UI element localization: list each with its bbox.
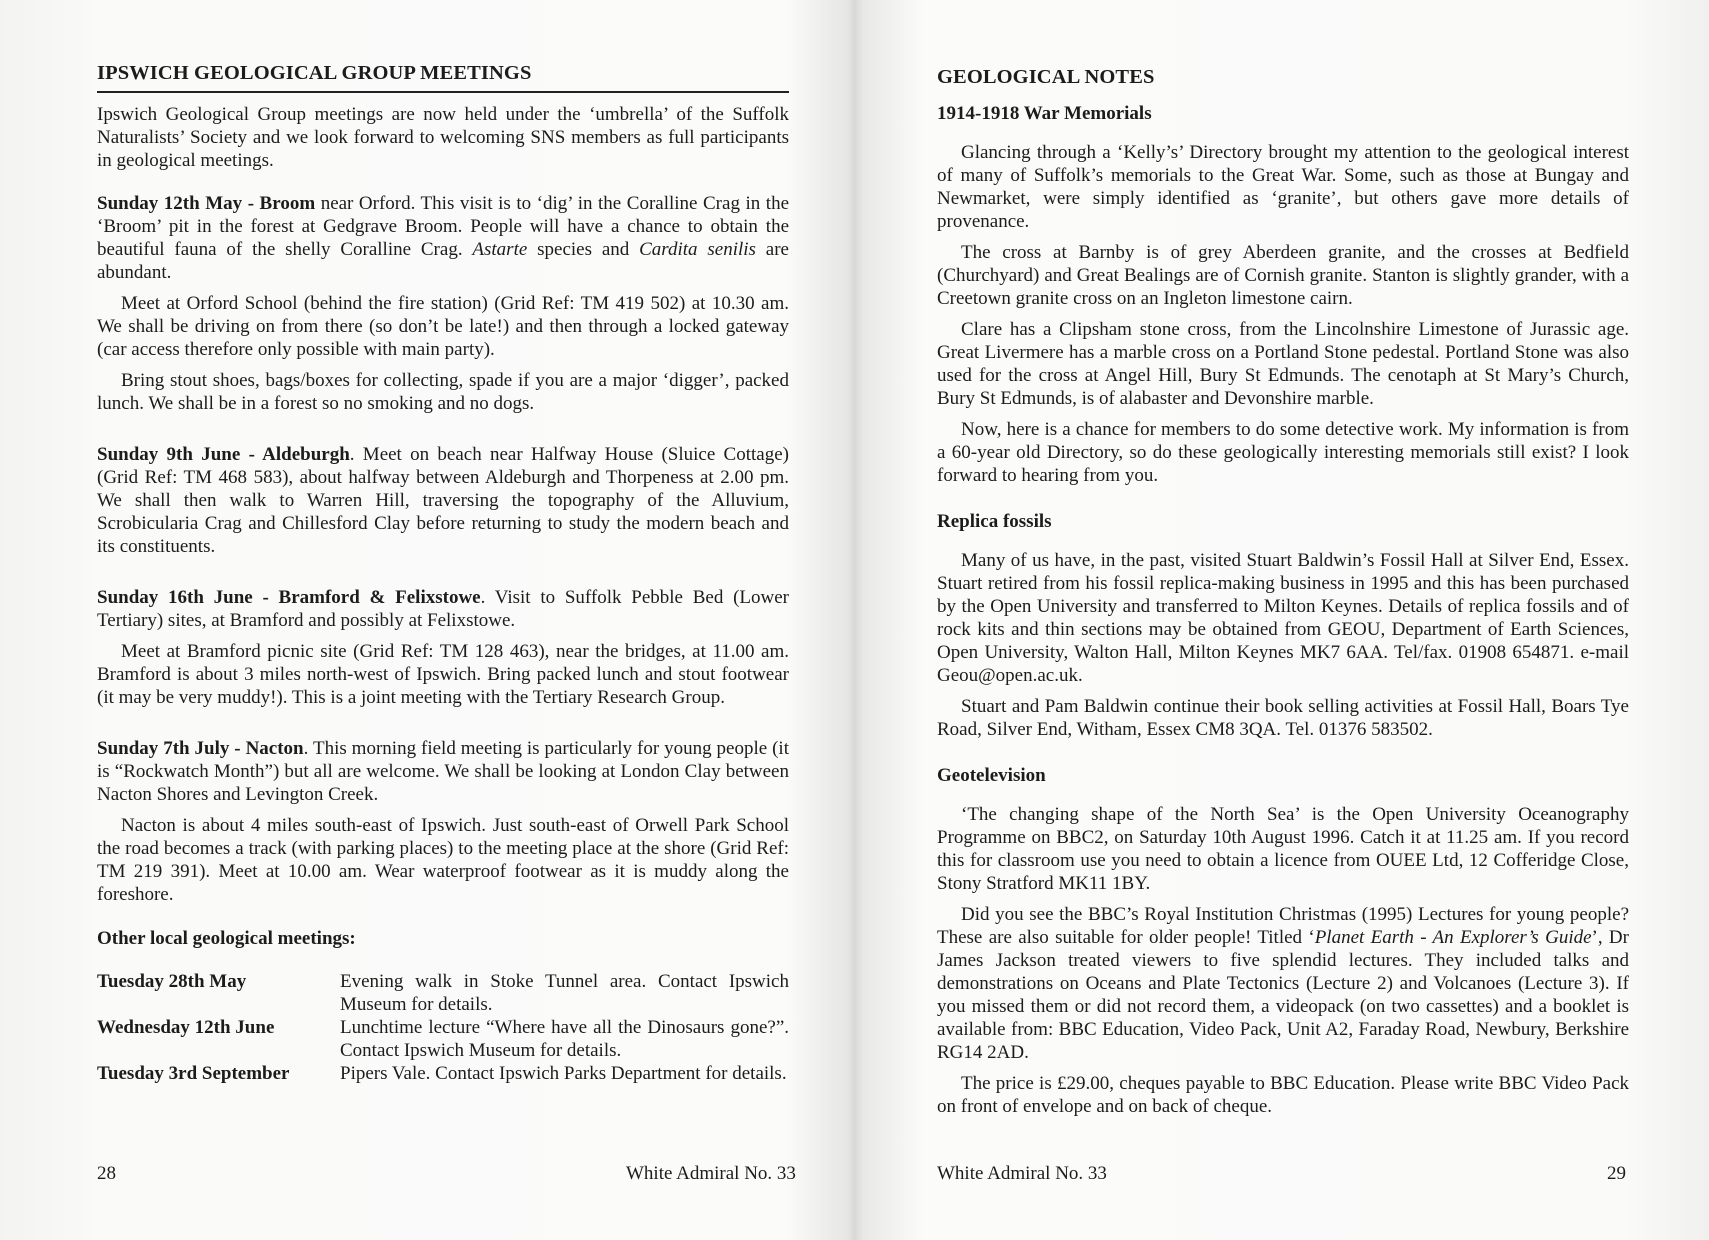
event-text: . This morning field meeting is particularly for young people (it is “Rockwatch Month”) but all are welcome. We shall be looking at London Clay between Nacton Shores and Levington Creek. — [97, 738, 789, 805]
event-text: species and — [527, 239, 640, 260]
event-paragraph: Nacton is about 4 miles south-east of Ipswich. Just south-east of Orwell Park School the road becomes a track (with parking places) to the meeting place at the shore (Grid Ref: TM 219 391). Meet at 10.00 am. Wear waterproof footwear as it is muddy along the foreshore. — [97, 815, 789, 905]
section-paragraph: Glancing through a ‘Kelly’s’ Directory brought my attention to the geological interest of many of Suffolk’s memorials to the Great War. Some, such as those at Bungay and Newmarket, were simply identified as ‘granite’, but others gave more details of provenance. — [937, 142, 1629, 232]
event-paragraph: Meet at Orford School (behind the fire station) (Grid Ref: TM 419 502) at 10.30 am. We shall be driving on from there (so don’t be late!) and then through a locked gateway (car access therefore only possible with main party). — [97, 293, 789, 360]
left-page — [0, 0, 854, 1240]
event-title: Sunday 12th May - Broom — [97, 193, 316, 214]
paragraph-text: Did you see the BBC’s Royal Institution Christmas (1995) Lectures for young people? These are also suitable for older people! Titled ‘ — [937, 904, 1629, 948]
right-page — [855, 0, 1709, 1240]
meetings-schedule — [97, 970, 789, 1085]
section-paragraph: Many of us have, in the past, visited Stuart Baldwin’s Fossil Hall at Silver End, Essex. Stuart retired from his fossil replica-making business in 1995 and this has been purchased by the Open University and transferred to Milton Keynes. Details of replica fossils and of rock kits and thin sections may be obtained from GEOU, Department of Earth Sciences, Open University, Walton Hall, Milton Keynes MK7 6AA. Tel/fax. 01908 654871. e-mail Geou@open.ac.uk. — [937, 550, 1629, 686]
schedule-text: Evening walk in Stoke Tunnel area. Contact Ipswich Museum for details. — [340, 971, 789, 1015]
paragraph-text: ’, Dr James Jackson treated viewers to five splendid lectures. They included talks and demonstrations on Oceans and Plate Tectonics (Lecture 2) and Volcanoes (Lecture 3). If you missed them or did not record them, a videopack (on two cassettes) and a booklet is available from: BBC Education, Video Pack, Unit A2, Faraday Road, Newbury, Berkshire RG14 2AD. — [937, 927, 1629, 1063]
section-paragraph: Clare has a Clipsham stone cross, from the Lincolnshire Limestone of Jurassic age. Great Livermere has a marble cross on a Portland Stone pedestal. Portland Stone was also used for the cross at Angel Hill, Bury St Edmunds. The cenotaph at St Mary’s Church, Bury St Edmunds, is of alabaster and Devonshire marble. — [937, 319, 1629, 409]
schedule-text: Lunchtime lecture “Where have all the Dinosaurs gone?”. Contact Ipswich Museum for details. — [340, 1017, 789, 1061]
event-paragraph: Bring stout shoes, bags/boxes for collecting, spade if you are a major ‘digger’, packed lunch. We shall be in a forest so no smoking and no dogs. — [97, 370, 789, 414]
intro-paragraph: Ipswich Geological Group meetings are now held under the ‘umbrella’ of the Suffolk Naturalists’ Society and we look forward to welcoming SNS members as full participants in geological meetings. — [97, 104, 789, 171]
schedule-date: Tuesday 3rd September — [97, 1063, 290, 1084]
event-nacton — [97, 737, 789, 806]
section-title: Replica fossils — [937, 511, 1052, 532]
species-name: Cardita senilis — [639, 239, 756, 260]
section-paragraph: The cross at Barnby is of grey Aberdeen granite, and the crosses at Bedfield (Churchyard) and Great Bealings are of Cornish granite. Stanton is slightly grander, with a Creetown granite cross on an Ingleton limestone cairn. — [937, 242, 1629, 309]
left-column — [97, 62, 789, 1085]
event-title: Sunday 7th July - Nacton — [97, 738, 304, 759]
section-paragraph: Now, here is a chance for members to do some detective work. My information is from a 60-year old Directory, so do these geologically interesting memorials still exist? I look forward to hearing from you. — [937, 419, 1629, 486]
magazine-title-footer: White Admiral No. 33 — [626, 1163, 796, 1184]
page-heading: GEOLOGICAL NOTES — [937, 66, 1155, 88]
section-paragraph — [937, 903, 1629, 1064]
schedule-date: Tuesday 28th May — [97, 971, 247, 992]
event-text: near Orford. This visit is to ‘dig’ in the Coralline Crag in the ‘Broom’ pit in the forest at Gedgrave Broom. People will have a chance to obtain the beautiful fauna of the shelly Coralline Crag. — [97, 193, 790, 260]
page-number: 29 — [1607, 1163, 1626, 1184]
event-broom — [97, 192, 789, 284]
species-name: Astarte — [472, 239, 528, 260]
section-paragraph: The price is £29.00, cheques payable to BBC Education. Please write BBC Video Pack on front of envelope and on back of cheque. — [937, 1073, 1629, 1117]
programme-title: Planet Earth - An Explorer’s Guide — [1314, 927, 1592, 948]
event-aldeburgh — [97, 443, 789, 558]
event-title: Sunday 16th June - Bramford & Felixstowe — [97, 587, 481, 608]
magazine-title-footer: White Admiral No. 33 — [937, 1163, 1107, 1184]
event-text: are abundant. — [97, 239, 789, 283]
event-text: . Visit to Suffolk Pebble Bed (Lower Tertiary) sites, at Bramford and possibly at Felixstowe. — [97, 587, 789, 631]
schedule-date: Wednesday 12th June — [97, 1017, 275, 1038]
section-paragraph: ‘The changing shape of the North Sea’ is the Open University Oceanography Programme on BBC2, on Saturday 10th August 1996. Catch it at 11.25 am. If you record this for classroom use you need to obtain a licence from OUEE Ltd, 12 Cofferidge Close, Stony Stratford MK11 1BY. — [937, 804, 1629, 894]
event-text: . Meet on beach near Halfway House (Sluice Cottage) (Grid Ref: TM 468 583), about halfway between Aldeburgh and Thorpeness at 2.00 pm. We shall then walk to Warren Hill, traversing the topography of the Alluvium, Scrobicularia Crag and Chillesford Clay before returning to study the modern beach and its constituents. — [97, 444, 789, 557]
event-title: Sunday 9th June - Aldeburgh — [97, 444, 350, 465]
section-paragraph: Stuart and Pam Baldwin continue their book selling activities at Fossil Hall, Boars Tye Road, Silver End, Witham, Essex CM8 3QA. Tel. 01376 583502. — [937, 696, 1629, 740]
page-heading: IPSWICH GEOLOGICAL GROUP MEETINGS — [97, 62, 789, 93]
schedule-text: Pipers Vale. Contact Ipswich Parks Department for details. — [340, 1063, 787, 1084]
other-meetings-heading: Other local geological meetings: — [97, 928, 356, 949]
section-title: Geotelevision — [937, 765, 1046, 786]
event-bramford — [97, 586, 789, 632]
page-number: 28 — [97, 1163, 116, 1184]
event-paragraph: Meet at Bramford picnic site (Grid Ref: TM 128 463), near the bridges, at 11.00 am. Bramford is about 3 miles north-west of Ipswich. Bring packed lunch and stout footwear (it may be very muddy!). This is a joint meeting with the Tertiary Research Group. — [97, 641, 789, 708]
right-column — [937, 66, 1629, 1126]
section-title: 1914-1918 War Memorials — [937, 103, 1152, 124]
